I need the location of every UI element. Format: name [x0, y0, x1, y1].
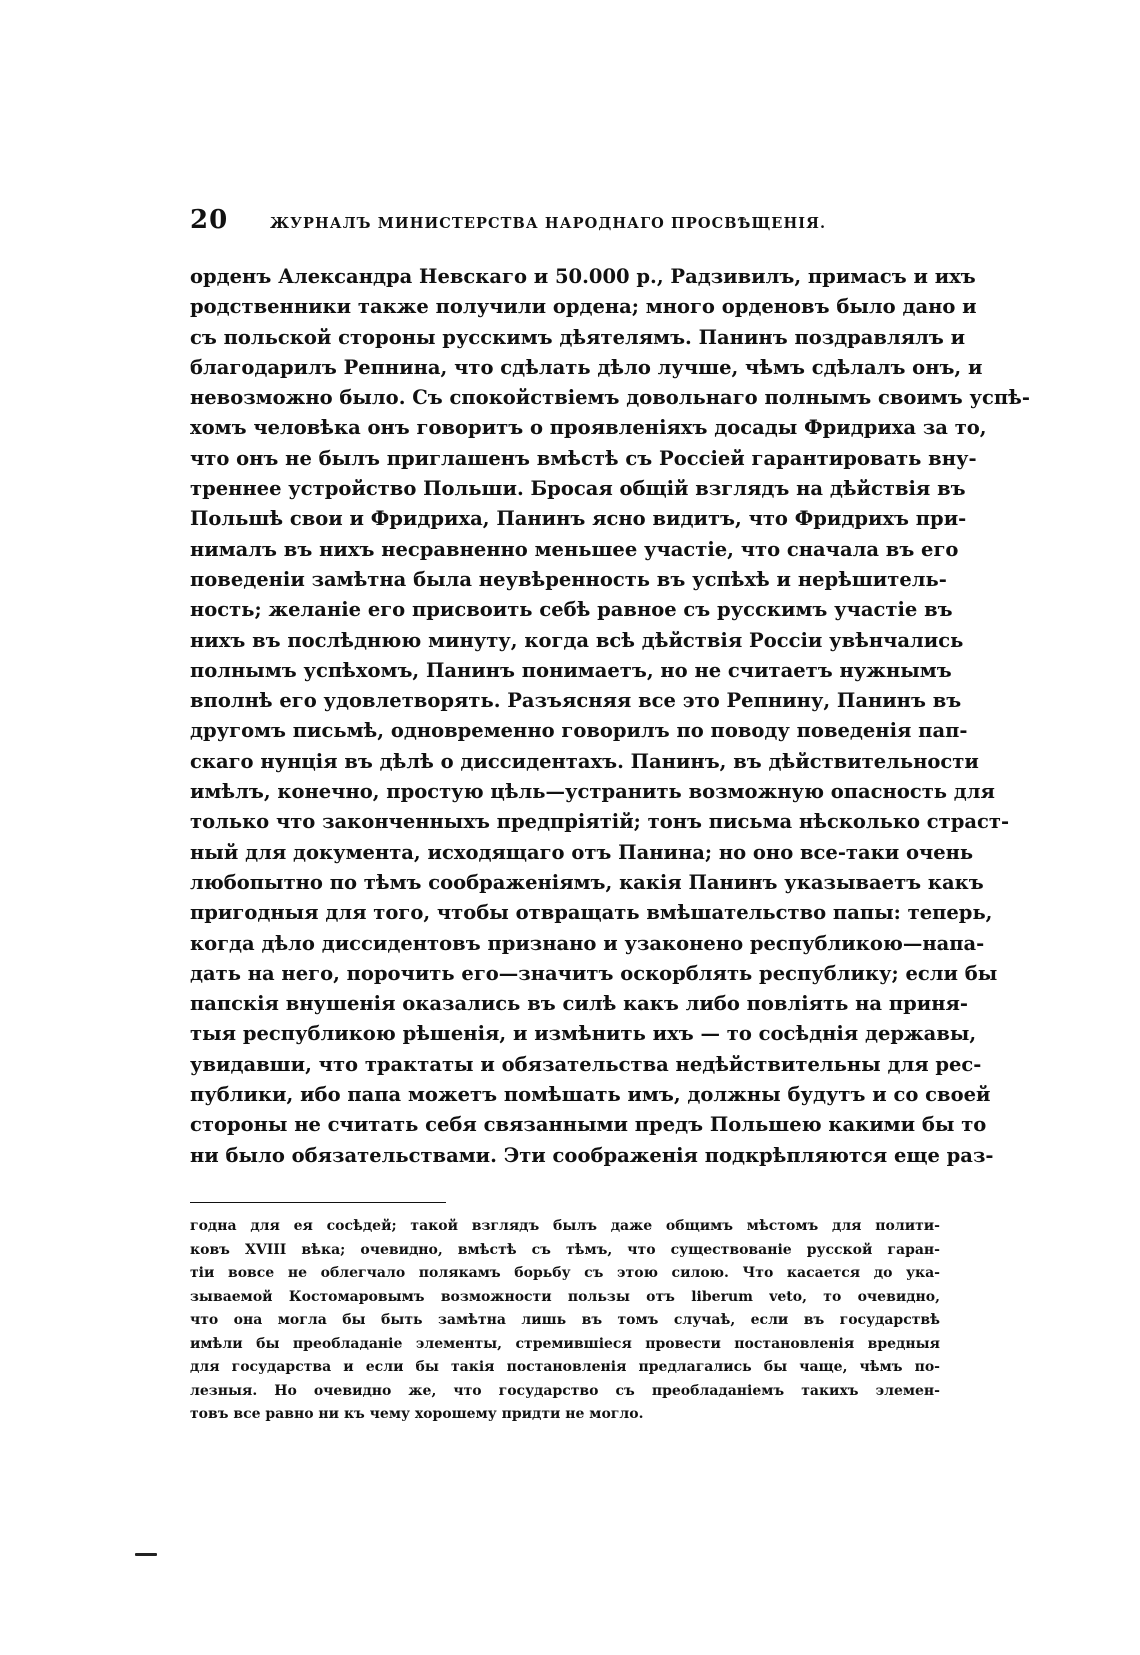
main-text: [190, 262, 1030, 1171]
text-line: когда дѣло диссидентовъ признано и узаконено республикою—напа-: [190, 931, 985, 955]
footnote-divider: [190, 1202, 446, 1203]
text-line: другомъ письмѣ, одновременно говорилъ по поводу поведенія пап-: [190, 719, 968, 743]
running-title: ЖУРНАЛЪ МИНИСТЕРСТВА НАРОДНАГО ПРОСВѢЩЕНІЯ.: [270, 215, 827, 232]
text-line: имѣлъ, конечно, простую цѣль—устранить возможную опасность для: [190, 780, 995, 804]
text-line: ни было обязательствами. Эти соображенія подкрѣпляются еще раз-: [190, 1143, 994, 1167]
text-line: хомъ человѣка онъ говоритъ о проявленіяхъ досады Фридриха за то,: [190, 416, 987, 440]
text-line: что онъ не былъ приглашенъ вмѣстѣ съ Россіей гарантировать вну-: [190, 446, 977, 470]
footnote-line: ковъ XVIII вѣка; очевидно, вмѣстѣ съ тѣмъ, что существованіе русской гаран-: [190, 1241, 940, 1258]
footnote-line: лезныя. Но очевидно же, что государство съ преобладаніемъ такихъ элемен-: [190, 1382, 940, 1399]
text-line: ный для документа, исходящаго отъ Панина; но оно все-таки очень: [190, 840, 974, 864]
footnote-line: что она могла бы быть замѣтна лишь въ томъ случаѣ, если въ государствѣ: [190, 1312, 940, 1328]
text-line: только что законченныхъ предпріятій; тонъ письма нѣсколько страст-: [190, 810, 1010, 834]
text-line: родственники также получили ордена; много орденовъ было дано и: [190, 295, 977, 319]
text-line: пригодныя для того, чтобы отвращать вмѣшательство папы: теперь,: [190, 901, 993, 925]
text-line: вполнѣ его удовлетворять. Разъясняя все это Репнину, Панинъ въ: [190, 689, 962, 713]
text-line: скаго нунція въ дѣлѣ о диссидентахъ. Панинъ, въ дѣйствительности: [190, 749, 979, 773]
text-line: полнымъ успѣхомъ, Панинъ понимаетъ, но не считаетъ нужнымъ: [190, 658, 952, 682]
footnote-line: зываемой Костомаровымъ возможности пользы отъ liberum veto, то очевидно,: [190, 1288, 940, 1305]
text-line: орденъ Александра Невскаго и 50.000 р., Радзивилъ, примасъ и ихъ: [190, 265, 976, 288]
text-line: треннее устройство Польши. Бросая общій взглядъ на дѣйствія въ: [190, 477, 966, 501]
footnote-line: тіи вовсе не облегчало полякамъ борьбу съ этою силою. Что касается до ука-: [190, 1265, 940, 1281]
text-line: поведеніи замѣтна была неувѣренность въ успѣхѣ и нерѣшитель-: [190, 567, 947, 591]
page-number: 20: [190, 205, 229, 235]
text-line: благодарилъ Репнина, что сдѣлать дѣло лучше, чѣмъ сдѣлалъ онъ, и: [190, 355, 983, 379]
scan-mark: [135, 1553, 157, 1556]
text-line: тыя республикою рѣшенія, и измѣнить ихъ — то сосѣднія державы,: [190, 1022, 977, 1046]
text-line: любопытно по тѣмъ соображеніямъ, какія Панинъ указываетъ какъ: [190, 870, 984, 894]
text-line: ность; желаніе его присвоить себѣ равное съ русскимъ участіе въ: [190, 598, 953, 622]
text-line: Польшѣ свои и Фридриха, Панинъ ясно видитъ, что Фридрихъ при-: [190, 507, 967, 531]
footnote-line: для государства и если бы такія постановленія предлагались бы чаще, чѣмъ по-: [190, 1359, 940, 1375]
text-line: папскія внушенія оказались въ силѣ какъ либо повліять на приня-: [190, 992, 968, 1016]
text-line: нихъ въ послѣднюю минуту, когда всѣ дѣйствія Россіи увѣнчались: [190, 628, 964, 652]
text-line: нималъ въ нихъ несравненно меньшее участіе, что сначала въ его: [190, 537, 959, 561]
text-line: публики, ибо папа можетъ помѣшать имъ, должны будутъ и со своей: [190, 1083, 991, 1107]
text-line: увидавши, что трактаты и обязательства недѣйствительны для рес-: [190, 1052, 982, 1076]
text-line: съ польской стороны русскимъ дѣятелямъ. Панинъ поздравлялъ и: [190, 325, 966, 349]
text-line: дать на него, порочить его—значитъ оскорблять республику; если бы: [190, 961, 998, 985]
text-line: стороны не считать себя связанными предъ Польшею какими бы то: [190, 1113, 987, 1137]
footnote-text: [190, 1215, 940, 1427]
footnote-line: годна для ея сосѣдей; такой взглядъ былъ даже общимъ мѣстомъ для полити-: [190, 1218, 940, 1234]
page-header: [190, 205, 940, 239]
footnote-line: имѣли бы преобладаніе элементы, стремившіеся провести постановленія вредныя: [190, 1335, 940, 1352]
footnote-line: товъ все равно ни къ чему хорошему придти не могло.: [190, 1406, 644, 1422]
text-line: невозможно было. Съ спокойствіемъ довольнаго полнымъ своимъ успѣ-: [190, 386, 1030, 410]
